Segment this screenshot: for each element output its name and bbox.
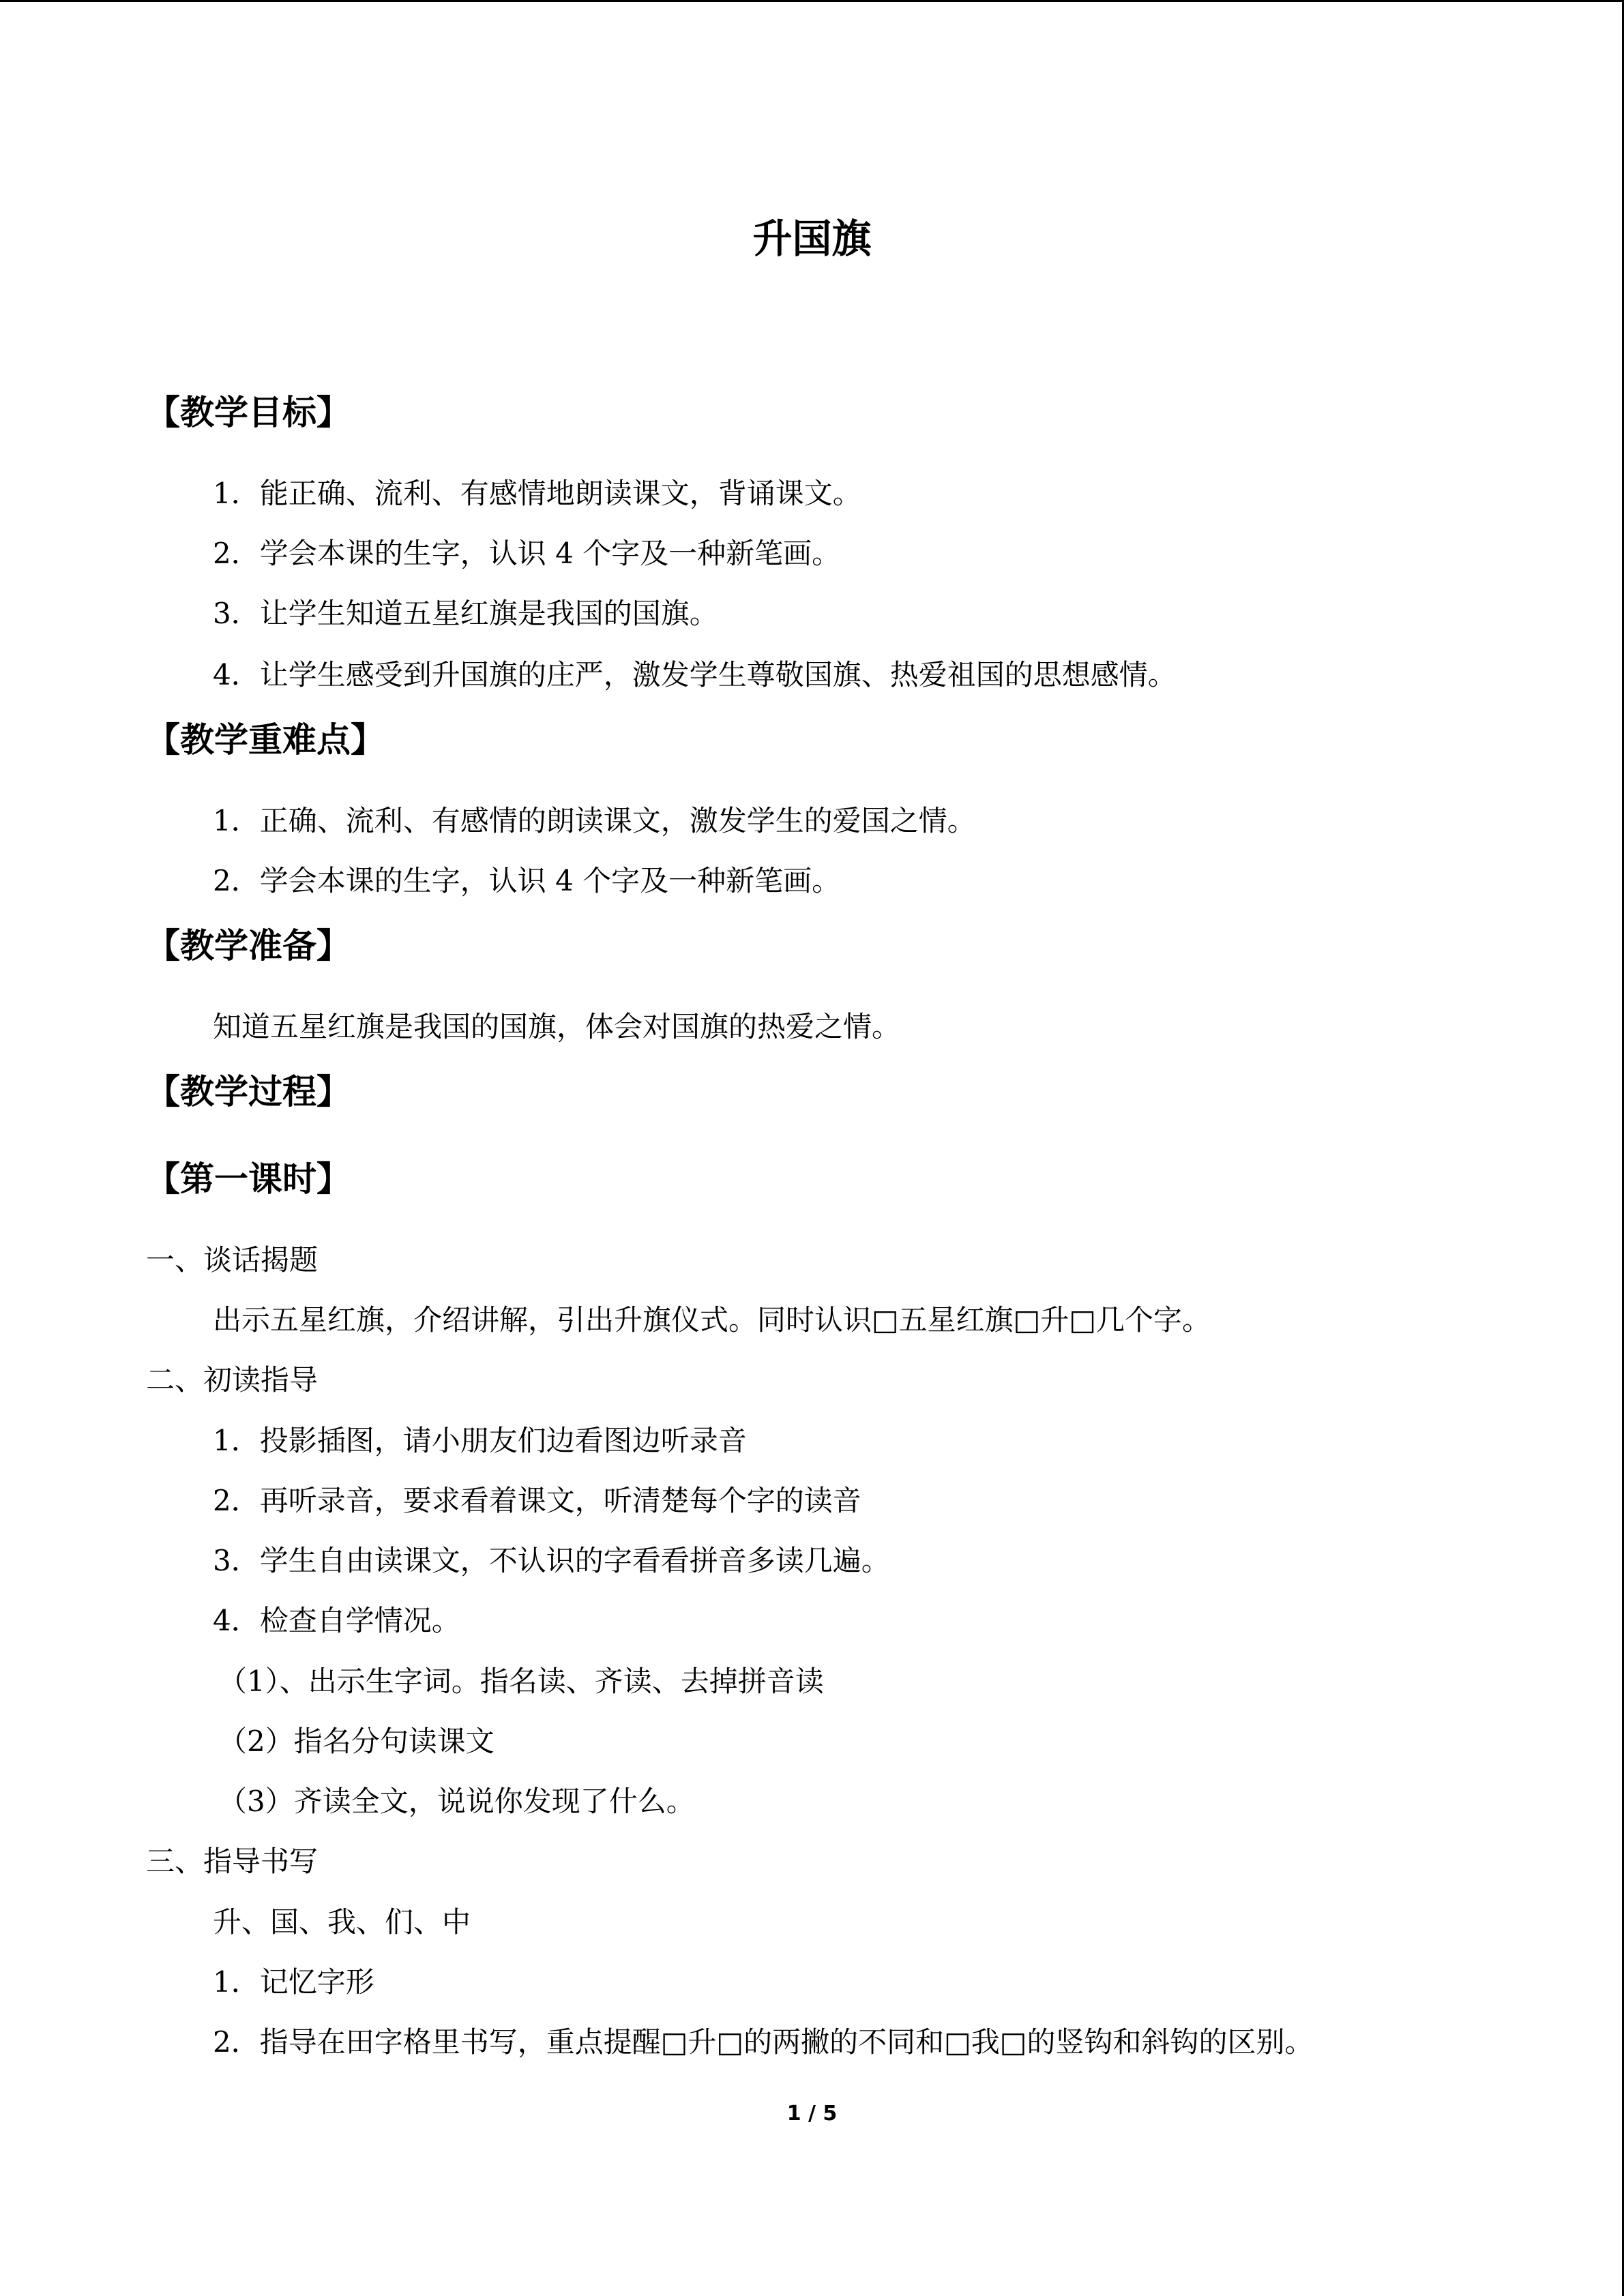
part2-item: 2．再听录音，要求看着课文，听清楚每个字的读音: [213, 1484, 861, 1517]
part2-item: 4．检查自学情况。: [213, 1604, 460, 1637]
key-points-heading: 【教学重难点】: [146, 720, 385, 760]
part1-text: 出示五星红旗，介绍讲解，引出升旗仪式。同时认识□五星红旗□升□几个字。: [213, 1303, 1211, 1337]
part2-item: 1．投影插图，请小朋友们边看图边听录音: [213, 1424, 747, 1457]
process-heading: 【教学过程】: [146, 1072, 351, 1112]
key-point-item: 2．学会本课的生字，认识 4 个字及一种新笔画。: [213, 864, 841, 897]
part3-item: 2．指导在田字格里书写，重点提醒□升□的两撇的不同和□我□的竖钩和斜钩的区别。: [213, 2025, 1314, 2059]
part2-subitem: （3）齐读全文，说说你发现了什么。: [218, 1785, 695, 1818]
page-top-border: [0, 0, 1624, 2]
goals-heading: 【教学目标】: [146, 393, 351, 432]
page-title: 升国旗: [752, 215, 872, 262]
lesson1-heading: 【第一课时】: [146, 1159, 351, 1199]
part1-title: 一、谈话揭题: [146, 1243, 319, 1277]
goal-item: 4．让学生感受到升国旗的庄严，激发学生尊敬国旗、热爱祖国的思想感情。: [213, 658, 1177, 691]
part3-item: 1．记忆字形: [213, 1965, 374, 1999]
part2-title: 二、初读指导: [146, 1363, 319, 1397]
part2-subitem: （2）指名分句读课文: [218, 1725, 494, 1758]
goal-item: 1．能正确、流利、有感情地朗读课文，背诵课文。: [213, 477, 861, 510]
preparation-text: 知道五星红旗是我国的国旗，体会对国旗的热爱之情。: [213, 1010, 901, 1043]
part2-item: 3．学生自由读课文，不认识的字看看拼音多读几遍。: [213, 1544, 890, 1577]
key-point-item: 1．正确、流利、有感情的朗读课文，激发学生的爱国之情。: [213, 804, 976, 837]
goal-item: 2．学会本课的生字，认识 4 个字及一种新笔画。: [213, 537, 841, 570]
part2-subitem: （1）、出示生字词。指名读、齐读、去掉拼音读: [218, 1665, 824, 1698]
part3-chars: 升、国、我、们、中: [213, 1905, 471, 1939]
part3-title: 三、指导书写: [146, 1845, 319, 1878]
preparation-heading: 【教学准备】: [146, 926, 351, 966]
page-number: 1 / 5: [786, 2102, 838, 2126]
goal-item: 3．让学生知道五星红旗是我国的国旗。: [213, 597, 718, 630]
